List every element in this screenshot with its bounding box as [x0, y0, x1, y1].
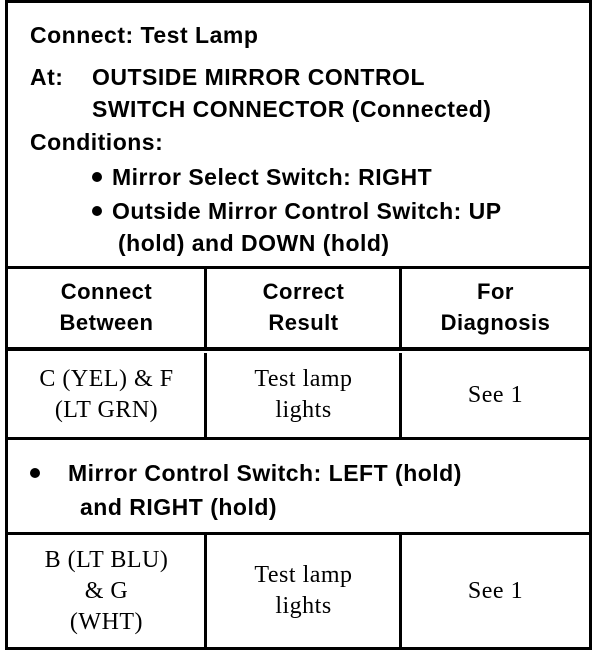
- cell-correct-result: [207, 535, 400, 647]
- condition-row-line-1: [30, 459, 462, 487]
- condition-2-text-line-2: (hold) and DOWN (hold): [118, 230, 390, 256]
- table-row: [8, 535, 589, 647]
- cell-line: B (LT BLU): [44, 546, 169, 573]
- bullet-icon: [92, 172, 102, 182]
- location-line-2: SWITCH CONNECTOR (Connected): [92, 96, 492, 122]
- cell-line: Test lamp: [254, 562, 353, 588]
- column-header-line: Result: [268, 309, 339, 335]
- column-header-for-diagnosis: [402, 266, 589, 347]
- cell-line: lights: [275, 593, 332, 619]
- condition-row-line-2: and RIGHT (hold): [80, 494, 278, 520]
- cell-line: lights: [275, 397, 332, 423]
- cell-connect-between: [8, 535, 205, 647]
- header-rule: [8, 350, 589, 351]
- condition-row: [8, 443, 589, 535]
- column-header-line: Correct: [262, 278, 345, 304]
- cell-for-diagnosis: See 1: [467, 577, 524, 604]
- procedure-header: [8, 3, 589, 269]
- conditions-label: Conditions:: [30, 129, 164, 155]
- cell-for-diagnosis: See 1: [467, 381, 524, 408]
- column-header-line: Connect: [60, 278, 153, 304]
- diagnostic-procedure-box: [5, 0, 592, 650]
- column-header-line: Diagnosis: [440, 309, 551, 335]
- connect-line: Connect: Test Lamp: [30, 22, 259, 48]
- bullet-icon: [30, 468, 40, 478]
- cell-connect-between: [8, 353, 205, 437]
- condition-2-text-line-1: Outside Mirror Control Switch: UP: [112, 198, 502, 224]
- cell-line: C (YEL) & F: [39, 366, 174, 392]
- cell-line: (LT GRN): [54, 397, 159, 423]
- column-header-correct-result: [207, 266, 400, 347]
- table-header-row: [8, 266, 589, 350]
- cell-line: (WHT): [69, 608, 144, 635]
- table-row: [8, 353, 589, 440]
- condition-row-text-1: Mirror Control Switch: LEFT (hold): [68, 460, 462, 486]
- cell-line: Test lamp: [254, 366, 353, 392]
- condition-item-1: [92, 163, 432, 191]
- column-header-line: For: [477, 278, 514, 304]
- location-line-1: OUTSIDE MIRROR CONTROL: [92, 64, 425, 90]
- at-label: At:: [30, 64, 64, 90]
- condition-item-2: [92, 197, 502, 225]
- column-header-connect-between: [8, 266, 205, 347]
- condition-1-text: Mirror Select Switch: RIGHT: [112, 164, 433, 190]
- bullet-icon: [92, 206, 102, 216]
- cell-line: & G: [84, 577, 129, 604]
- column-header-line: Between: [59, 309, 154, 335]
- cell-correct-result: [207, 353, 400, 437]
